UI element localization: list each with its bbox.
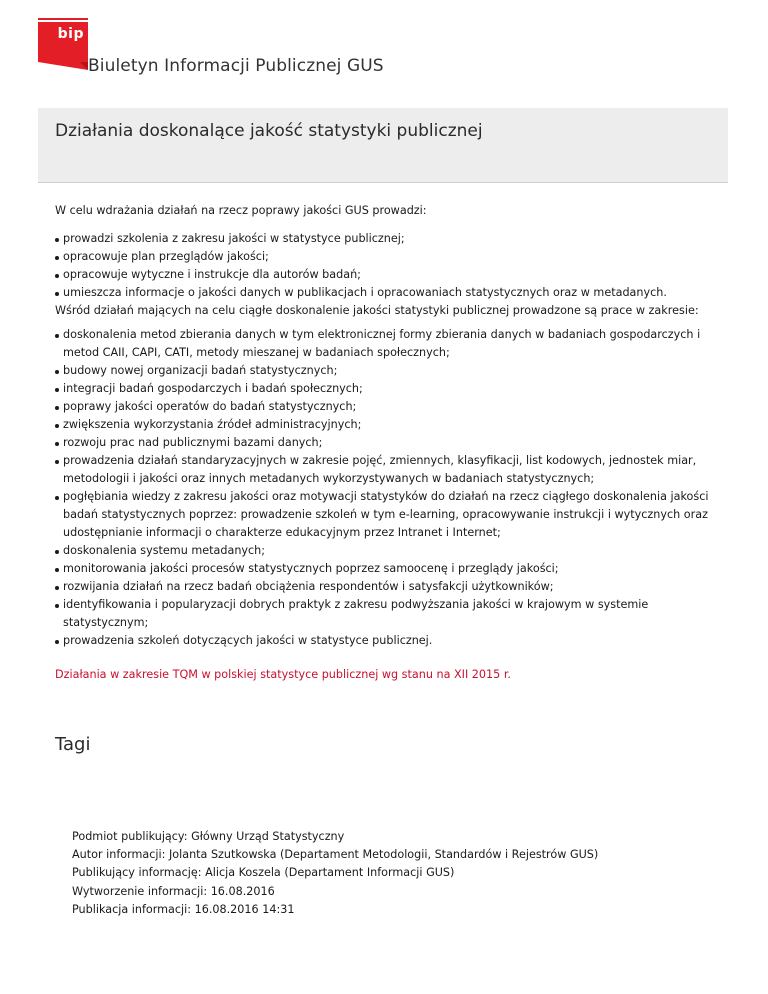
list-item: rozwijania działań na rzecz badań obciążenia respondentów i satysfakcji użytkowników; [55,578,725,596]
meta-author: Autor informacji: Jolanta Szutkowska (Departament Metodologii, Standardów i Rejestrów GUS) [72,848,599,862]
bip-logo[interactable] [38,18,88,68]
list-item: budowy nowej organizacji badań statystycznych; [55,362,725,380]
list-item: prowadzenia szkoleń dotyczących jakości w statystyce publicznej. [55,632,725,650]
list-item: zwiększenia wykorzystania źródeł administracyjnych; [55,416,725,434]
list-item: opracowuje plan przeglądów jakości; [55,248,725,266]
publication-metadata [72,828,598,919]
list-item: umieszcza informacje o jakości danych w publikacjach i opracowaniach statystycznych oraz w metadanych. [55,284,725,302]
list-item: pogłębiania wiedzy z zakresu jakości oraz motywacji statystyków do działań na rzecz ciągłego doskonalenia jakości badań statystycznych poprzez: prowadzenie szkoleń w tym e-learning, opracowywanie instrukcji i wytycznych oraz udostępnianie informacji o charakterze edukacyjnym przez Intranet i Internet; [55,488,725,542]
meta-created-date: Wytworzenie informacji: 16.08.2016 [72,884,275,898]
list-item: doskonalenia systemu metadanych; [55,542,725,560]
list-item: identyfikowania i popularyzacji dobrych praktyk z zakresu podwyższania jakości w krajowym w systemie statystycznym; [55,596,725,632]
article-content [55,202,725,684]
logo-fold [38,62,88,70]
list-item: doskonalenia metod zbierania danych w tym elektronicznej formy zbierania danych w badaniach gospodarczych i metod CAII, CAPI, CATI, metody mieszanej w badaniach społecznych; [55,326,725,362]
meta-published-by: Publikujący informację: Alicja Koszela (Departament Informacji GUS) [72,866,455,880]
list-item: rozwoju prac nad publicznymi bazami danych; [55,434,725,452]
site-title[interactable]: Biuletyn Informacji Publicznej GUS [88,56,384,76]
intro2-text: Wśród działań mających na celu ciągłe doskonalenie jakości statystyki publicznej prowadzone są prace w zakresie: [55,304,699,317]
meta-published-date: Publikacja informacji: 16.08.2016 14:31 [72,902,295,916]
meta-publisher: Podmiot publikujący: Główny Urząd Statystyczny [72,830,345,843]
tqm-document-link[interactable]: Działania w zakresie TQM w polskiej statystyce publicznej wg stanu na XII 2015 r. [55,668,511,681]
list-item: opracowuje wytyczne i instrukcje dla autorów badań; [55,266,725,284]
page-title: Działania doskonalące jakość statystyki publicznej [55,121,483,141]
list-item: integracji badań gospodarczych i badań społecznych; [55,380,725,398]
tags-heading: Tagi [55,734,91,755]
work-areas-list [55,326,725,650]
activities-list [55,230,725,302]
intro-text: W celu wdrażania działań na rzecz poprawy jakości GUS prowadzi: [55,204,427,217]
logo-text: bip [57,26,84,42]
list-item: prowadzenia działań standaryzacyjnych w zakresie pojęć, zmiennych, klasyfikacji, list kodowych, jednostek miar, metodologii i jakości oraz innych metadanych wykorzystywanych w badaniach statystycznych; [55,452,725,488]
page-heading-box [38,108,728,183]
list-item: monitorowania jakości procesów statystycznych poprzez samoocenę i przeglądy jakości; [55,560,725,578]
list-item: prowadzi szkolenia z zakresu jakości w statystyce publicznej; [55,230,725,248]
list-item: poprawy jakości operatów do badań statystycznych; [55,398,725,416]
logo-topline [38,18,88,20]
